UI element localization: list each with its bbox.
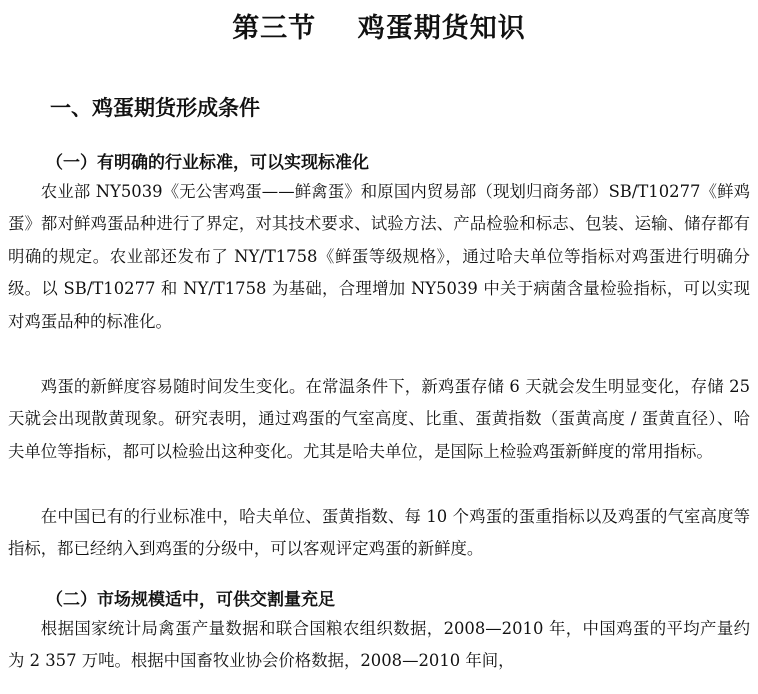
paragraph: 鸡蛋的新鲜度容易随时间发生变化。在常温条件下，新鸡蛋存储 6 天就会发生明显变化，存储 25 天就会出现散黄现象。研究表明，通过鸡蛋的气室高度、比重、蛋黄指数（蛋黄高度 / 蛋黄直径）、哈夫单位等指标，都可以检验出这种变化。尤其是哈夫单位，是国际上检验鸡蛋新鲜度的常用指标。 [8,377,750,461]
paragraph: 农业部 NY5039《无公害鸡蛋——鲜禽蛋》和原国内贸易部（现划归商务部）SB/T10277《鲜鸡蛋》都对鲜鸡蛋品种进行了界定，对其技术要求、试验方法、产品检验和标志、包装、运输、储存都有明确的规定。农业部还发布了 NY/T1758《鲜蛋等级规格》，通过哈夫单位等指标对鸡蛋进行明确分级。以 SB/T10277 和 NY/T1758 为基础，合理增加 NY5039 中关于病菌含量检验指标，可以实现对鸡蛋品种的标准化。 [8,182,750,331]
paragraph: 根据国家统计局禽蛋产量数据和联合国粮农组织数据，2008—2010 年，中国鸡蛋的平均产量约为 2 357 万吨。根据中国畜牧业协会价格数据，2008—2010 年间， [8,619,750,671]
chapter-title: 第三节 鸡蛋期货知识 [232,13,526,44]
paragraph: 在中国已有的行业标准中，哈夫单位、蛋黄指数、每 10 个鸡蛋的蛋重指标以及鸡蛋的气室高度等指标，都已经纳入到鸡蛋的分级中，可以客观评定鸡蛋的新鲜度。 [8,507,750,559]
section-heading: 一、鸡蛋期货形成条件 [50,96,260,120]
subsection-heading-2: （二）市场规模适中，可供交割量充足 [46,590,335,610]
subsection-heading-1: （一）有明确的行业标准，可以实现标准化 [46,153,369,173]
